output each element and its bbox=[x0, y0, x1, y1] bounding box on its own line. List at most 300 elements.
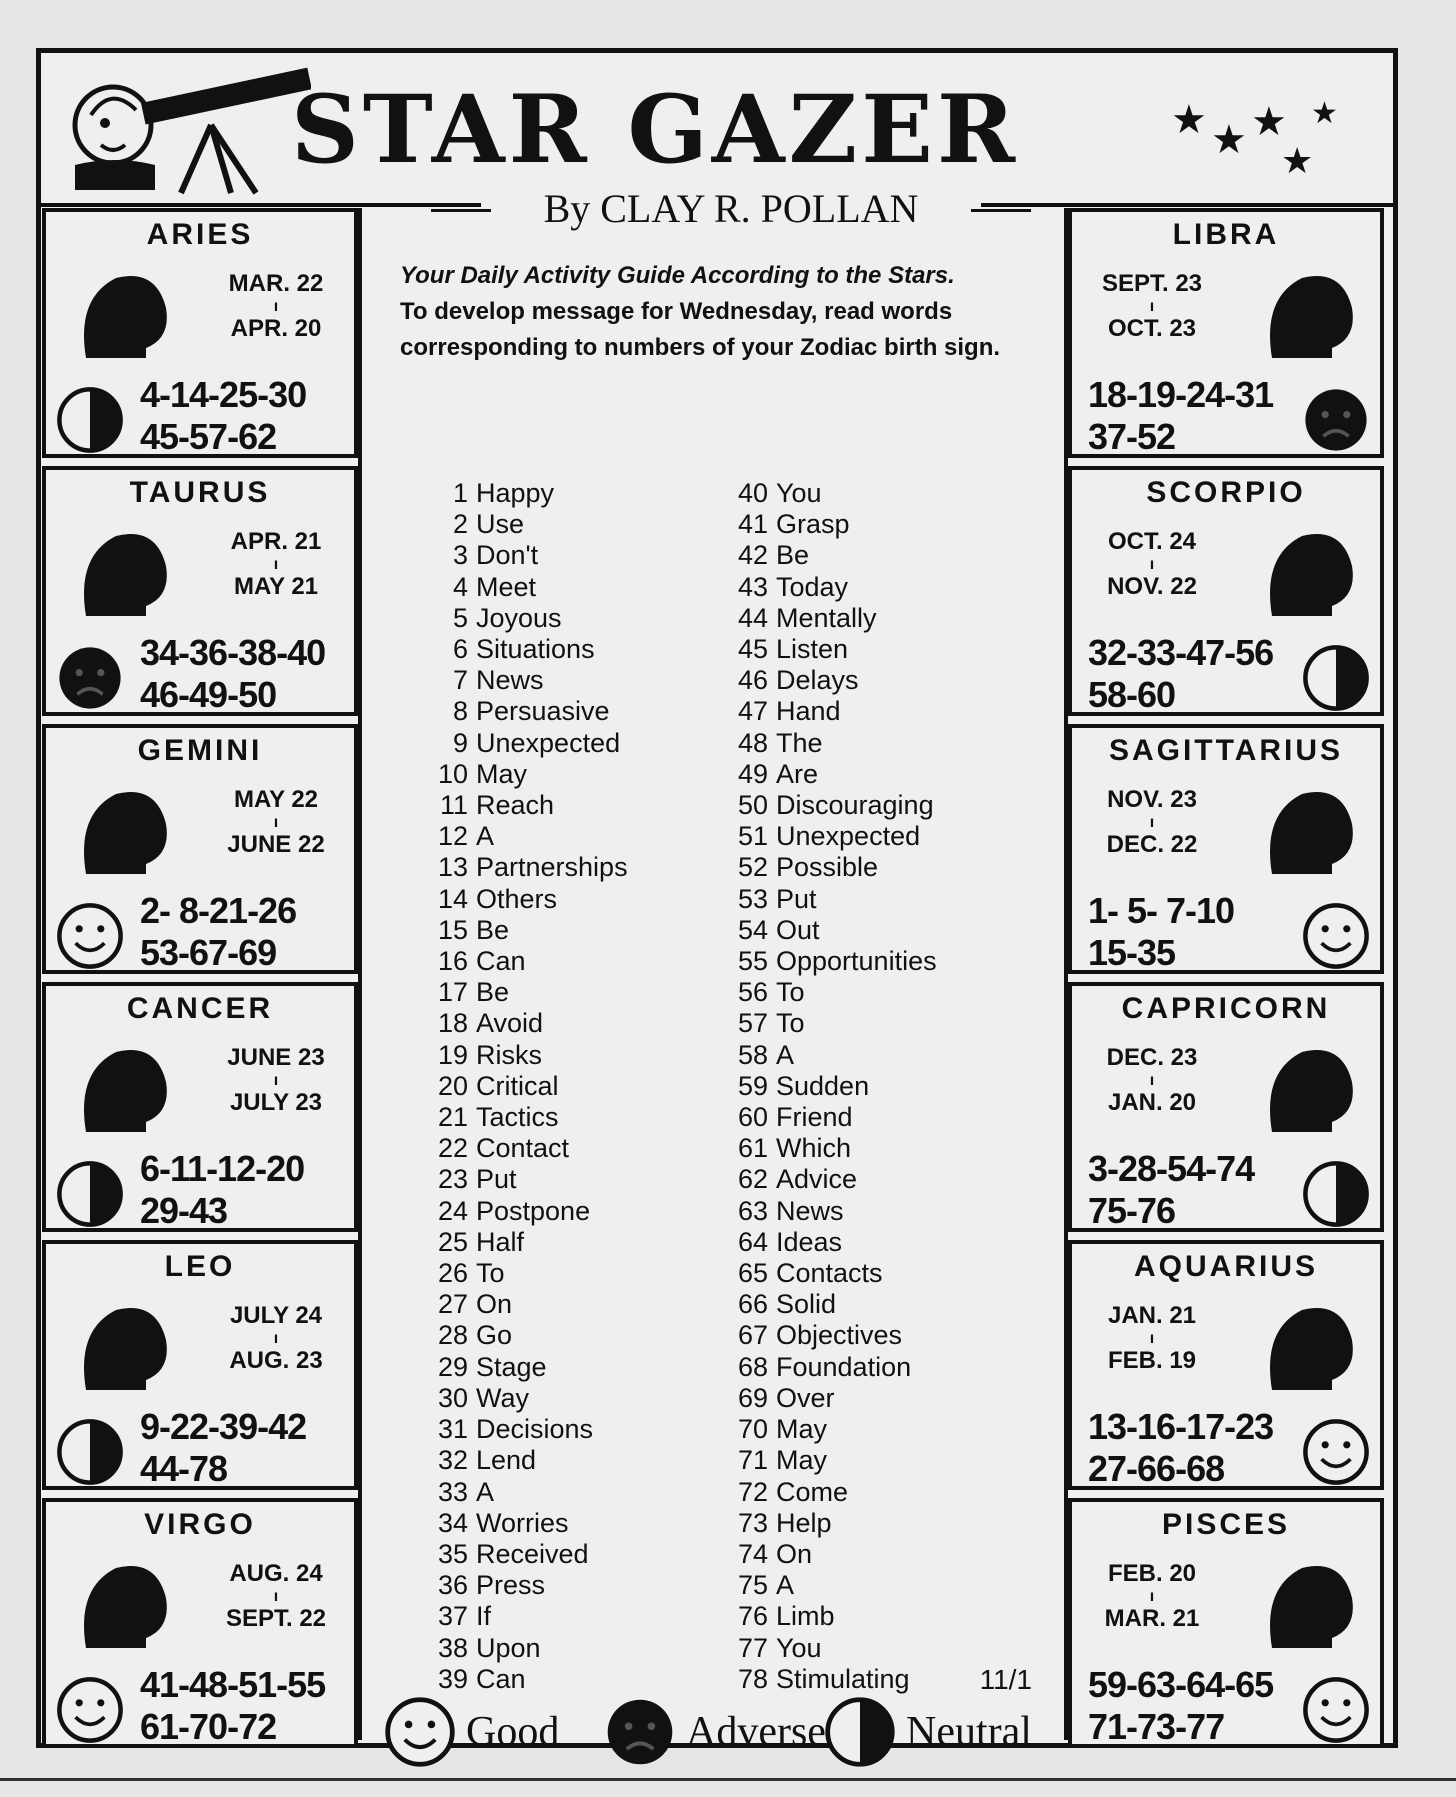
date-from: OCT. 24 bbox=[1107, 528, 1197, 555]
numbers-line-2: 75-76 bbox=[1088, 1190, 1176, 1231]
word-text: The bbox=[776, 727, 823, 758]
word-text: Delays bbox=[776, 665, 859, 696]
word-text: Partnerships bbox=[476, 852, 628, 883]
word-text: Which bbox=[776, 1133, 852, 1164]
date-to: DEC. 22 bbox=[1106, 830, 1198, 858]
good-face-icon bbox=[54, 900, 126, 972]
word-entry bbox=[422, 1040, 722, 1071]
word-text: Joyous bbox=[476, 602, 562, 633]
word-text: Discouraging bbox=[776, 790, 934, 821]
byline: By CLAY R. POLLAN bbox=[481, 187, 981, 231]
word-text: Stage bbox=[476, 1351, 547, 1382]
word-entry bbox=[722, 977, 1062, 1008]
numbers-line-2: 61-70-72 bbox=[140, 1706, 277, 1747]
numbers-line-2: 46-49-50 bbox=[140, 674, 277, 715]
word-text: Use bbox=[476, 509, 525, 540]
date-separator: ı bbox=[273, 1071, 279, 1089]
sign-name: CAPRICORN bbox=[1121, 992, 1331, 1025]
svg-text:★: ★ bbox=[1171, 97, 1207, 143]
legend-neutral bbox=[822, 1694, 1032, 1770]
word-text: Be bbox=[776, 540, 810, 571]
word-text: A bbox=[476, 1476, 495, 1507]
scorpio-symbol-icon bbox=[1252, 516, 1362, 626]
word-text: Can bbox=[476, 1663, 526, 1694]
word-entry bbox=[722, 634, 1062, 665]
word-entry bbox=[422, 1477, 722, 1508]
numbers-line-2: 53-67-69 bbox=[140, 932, 277, 973]
word-text: Contact bbox=[476, 1133, 570, 1164]
legend-adverse bbox=[602, 1694, 826, 1770]
word-list-column-2 bbox=[722, 478, 1062, 1695]
sign-dates bbox=[216, 1560, 336, 1634]
word-text: Lend bbox=[476, 1445, 537, 1476]
word-text: Postpone bbox=[476, 1195, 591, 1226]
word-text: To bbox=[476, 1258, 505, 1289]
word-text: Foundation bbox=[776, 1351, 912, 1382]
instructions-body: To develop message for Wednesday, read words corresponding to numbers of your Zodiac birth sign. bbox=[400, 298, 1001, 361]
date-to: OCT. 23 bbox=[1107, 314, 1197, 342]
date-to: MAR. 21 bbox=[1104, 1604, 1200, 1632]
neutral-half-moon-icon bbox=[1300, 1158, 1372, 1230]
numbers-line-2: 58-60 bbox=[1088, 674, 1176, 715]
date-from: DEC. 23 bbox=[1106, 1044, 1198, 1071]
word-entry bbox=[722, 1320, 1062, 1351]
cancer-symbol-icon bbox=[66, 1032, 176, 1142]
gemini-symbol-icon bbox=[66, 774, 176, 884]
neutral-half-moon-icon bbox=[54, 1416, 126, 1488]
word-text: Happy bbox=[476, 478, 555, 508]
word-number: 36 bbox=[437, 1570, 468, 1601]
word-text: A bbox=[776, 1039, 795, 1070]
word-text: Contacts bbox=[776, 1258, 883, 1289]
date-separator: ı bbox=[273, 1329, 279, 1347]
word-text: Grasp bbox=[776, 509, 850, 540]
word-number: 61 bbox=[737, 1133, 768, 1164]
word-number: 67 bbox=[737, 1320, 768, 1351]
word-number: 59 bbox=[737, 1070, 768, 1101]
good-face-icon bbox=[1300, 1674, 1372, 1746]
sign-dates bbox=[1092, 1044, 1212, 1118]
word-number: 75 bbox=[737, 1570, 768, 1601]
date-from: JUNE 23 bbox=[227, 1044, 325, 1071]
word-text: Put bbox=[476, 1164, 517, 1195]
sign-pisces bbox=[1068, 1498, 1384, 1748]
word-entry bbox=[422, 821, 722, 852]
word-number: 37 bbox=[437, 1601, 468, 1632]
word-entry bbox=[422, 977, 722, 1008]
word-text: On bbox=[476, 1289, 513, 1320]
numbers-line-2: 71-73-77 bbox=[1088, 1706, 1225, 1747]
date-to: FEB. 19 bbox=[1107, 1346, 1197, 1374]
word-number: 39 bbox=[437, 1663, 468, 1694]
word-entry bbox=[722, 759, 1062, 790]
word-text: To bbox=[776, 977, 805, 1008]
word-text: A bbox=[476, 821, 495, 852]
word-number: 11 bbox=[439, 790, 468, 821]
page-title: STAR GAZER bbox=[291, 75, 1020, 185]
date-separator: ı bbox=[1149, 1587, 1155, 1605]
aries-symbol-icon bbox=[66, 258, 176, 368]
sign-aries bbox=[42, 208, 358, 458]
lucky-numbers bbox=[1088, 1406, 1273, 1490]
word-number: 65 bbox=[737, 1258, 768, 1289]
date-from: FEB. 20 bbox=[1107, 1560, 1197, 1587]
word-entry bbox=[722, 1601, 1062, 1632]
word-number: 55 bbox=[737, 946, 768, 977]
word-number: 50 bbox=[737, 790, 768, 821]
word-text: Sudden bbox=[776, 1070, 870, 1101]
sign-name: SAGITTARIUS bbox=[1108, 734, 1344, 767]
word-entry bbox=[422, 1352, 722, 1383]
adverse-face-icon bbox=[1300, 384, 1372, 456]
word-text: Avoid bbox=[476, 1008, 544, 1039]
word-text: A bbox=[776, 1570, 795, 1601]
word-text: Don't bbox=[476, 540, 539, 571]
word-entry bbox=[422, 478, 722, 509]
date-from: NOV. 23 bbox=[1107, 786, 1197, 813]
word-text: Be bbox=[476, 914, 510, 945]
word-entry bbox=[422, 884, 722, 915]
word-entry bbox=[722, 1071, 1062, 1102]
word-text: Are bbox=[776, 758, 819, 789]
word-entry bbox=[422, 1008, 722, 1039]
date-separator: ı bbox=[1149, 813, 1155, 831]
word-text: Reach bbox=[476, 790, 555, 821]
word-number: 10 bbox=[437, 758, 468, 789]
sign-name: CANCER bbox=[126, 992, 274, 1025]
word-entry bbox=[422, 1227, 722, 1258]
word-entry bbox=[722, 1508, 1062, 1539]
date-separator: ı bbox=[1149, 1071, 1155, 1089]
word-entry bbox=[422, 634, 722, 665]
word-text: Today bbox=[776, 571, 849, 602]
word-number: 76 bbox=[737, 1601, 768, 1632]
word-number: 18 bbox=[437, 1008, 468, 1039]
numbers-line-2: 45-57-62 bbox=[140, 416, 277, 457]
word-text: Go bbox=[476, 1320, 513, 1351]
sign-dates bbox=[216, 786, 336, 860]
word-number: 60 bbox=[737, 1102, 768, 1133]
sign-dates bbox=[216, 270, 336, 344]
word-text: Critical bbox=[476, 1070, 559, 1101]
numbers-line-2: 44-78 bbox=[140, 1448, 228, 1489]
date-to: JUNE 22 bbox=[227, 830, 325, 858]
word-text: News bbox=[476, 665, 544, 696]
sign-gemini bbox=[42, 724, 358, 974]
word-entry bbox=[422, 572, 722, 603]
word-entry bbox=[722, 696, 1062, 727]
word-number: 48 bbox=[737, 727, 768, 758]
word-number: 64 bbox=[737, 1226, 768, 1257]
word-entry bbox=[722, 728, 1062, 759]
pisces-symbol-icon bbox=[1252, 1548, 1362, 1658]
legend-neutral-label: Neutral bbox=[906, 1709, 1032, 1755]
sign-taurus bbox=[42, 466, 358, 716]
legend-good-label: Good bbox=[466, 1709, 560, 1755]
taurus-symbol-icon bbox=[66, 516, 176, 626]
word-number: 3 bbox=[452, 540, 468, 571]
word-entry bbox=[422, 1102, 722, 1133]
sign-dates bbox=[1092, 1302, 1212, 1376]
sign-leo bbox=[42, 1240, 358, 1490]
svg-text:★: ★ bbox=[1311, 96, 1338, 131]
word-text: If bbox=[476, 1601, 492, 1632]
word-entry bbox=[422, 1289, 722, 1320]
word-text: News bbox=[776, 1195, 844, 1226]
word-entry bbox=[722, 915, 1062, 946]
word-entry bbox=[422, 728, 722, 759]
date-from: AUG. 24 bbox=[229, 1560, 323, 1587]
neutral-half-moon-icon bbox=[822, 1694, 898, 1770]
word-entry bbox=[422, 915, 722, 946]
lucky-numbers bbox=[140, 632, 325, 716]
word-entry bbox=[422, 665, 722, 696]
sign-name: VIRGO bbox=[144, 1508, 256, 1541]
date-to: JULY 23 bbox=[229, 1088, 323, 1116]
date-to: MAY 21 bbox=[233, 572, 319, 600]
neutral-half-moon-icon bbox=[54, 384, 126, 456]
date-to: APR. 20 bbox=[230, 314, 322, 342]
word-text: May bbox=[776, 1414, 828, 1445]
word-number: 13 bbox=[437, 852, 468, 883]
numbers-line-1: 4-14-25-30 bbox=[140, 374, 307, 415]
word-list-column-1 bbox=[422, 478, 722, 1695]
sign-name: AQUARIUS bbox=[1133, 1250, 1318, 1283]
word-entry bbox=[422, 1539, 722, 1570]
numbers-line-1: 41-48-51-55 bbox=[140, 1664, 326, 1705]
word-number: 26 bbox=[437, 1258, 468, 1289]
word-text: Opportunities bbox=[776, 946, 937, 977]
word-entry bbox=[722, 852, 1062, 883]
instructions bbox=[400, 258, 1050, 366]
word-number: 73 bbox=[737, 1507, 768, 1538]
word-entry bbox=[722, 509, 1062, 540]
good-face-icon bbox=[382, 1694, 458, 1770]
neutral-half-moon-icon bbox=[1300, 642, 1372, 714]
svg-text:★: ★ bbox=[1251, 99, 1287, 145]
word-entry bbox=[422, 1633, 722, 1664]
word-entry bbox=[722, 1258, 1062, 1289]
sign-name: SCORPIO bbox=[1146, 476, 1306, 509]
word-number: 14 bbox=[437, 883, 468, 914]
word-entry bbox=[422, 1258, 722, 1289]
word-text: Friend bbox=[776, 1102, 853, 1133]
word-text: Put bbox=[776, 883, 817, 914]
word-entry bbox=[722, 1040, 1062, 1071]
word-number: 17 bbox=[437, 977, 468, 1008]
word-number: 27 bbox=[437, 1289, 468, 1320]
word-number: 21 bbox=[437, 1102, 468, 1133]
content-layer bbox=[36, 48, 1398, 1755]
sign-name: TAURUS bbox=[129, 476, 271, 509]
libra-symbol-icon bbox=[1252, 258, 1362, 368]
sign-scorpio bbox=[1068, 466, 1384, 716]
word-text: Objectives bbox=[776, 1320, 903, 1351]
word-entry bbox=[722, 1414, 1062, 1445]
word-text: Can bbox=[476, 946, 526, 977]
sign-sagittarius bbox=[1068, 724, 1384, 974]
date-from: JAN. 21 bbox=[1107, 1302, 1197, 1329]
word-number: 51 bbox=[737, 821, 768, 852]
numbers-line-1: 9-22-39-42 bbox=[140, 1406, 307, 1447]
date-from: APR. 21 bbox=[230, 528, 322, 555]
word-text: Come bbox=[776, 1476, 849, 1507]
word-number: 72 bbox=[737, 1476, 768, 1507]
sign-dates bbox=[1092, 528, 1212, 602]
lucky-numbers bbox=[140, 890, 296, 974]
numbers-line-1: 34-36-38-40 bbox=[140, 632, 326, 673]
word-number: 2 bbox=[452, 509, 468, 540]
word-text: Ideas bbox=[776, 1226, 843, 1257]
word-entry bbox=[722, 1477, 1062, 1508]
word-number: 23 bbox=[437, 1164, 468, 1195]
sign-cancer bbox=[42, 982, 358, 1232]
word-number: 49 bbox=[737, 758, 768, 789]
word-list-panel bbox=[358, 208, 1068, 1755]
word-number: 45 bbox=[737, 634, 768, 665]
word-number: 34 bbox=[437, 1507, 468, 1538]
word-entry bbox=[722, 1196, 1062, 1227]
sign-dates bbox=[216, 528, 336, 602]
sign-capricorn bbox=[1068, 982, 1384, 1232]
word-text: Worries bbox=[476, 1507, 569, 1538]
word-entry bbox=[722, 1289, 1062, 1320]
word-entry bbox=[422, 946, 722, 977]
lucky-numbers bbox=[140, 1406, 306, 1490]
word-number: 77 bbox=[737, 1632, 768, 1663]
word-number: 15 bbox=[437, 914, 468, 945]
word-number: 54 bbox=[737, 914, 768, 945]
word-number: 56 bbox=[737, 977, 768, 1008]
word-entry bbox=[722, 603, 1062, 634]
word-entry bbox=[422, 1164, 722, 1195]
word-text: Out bbox=[776, 914, 820, 945]
numbers-line-1: 59-63-64-65 bbox=[1088, 1664, 1274, 1705]
word-number: 41 bbox=[737, 509, 768, 540]
date-from: MAY 22 bbox=[233, 786, 319, 813]
word-entry bbox=[422, 852, 722, 883]
word-number: 8 bbox=[452, 696, 468, 727]
word-text: Mentally bbox=[776, 602, 877, 633]
word-number: 30 bbox=[437, 1382, 468, 1413]
word-text: Others bbox=[476, 883, 558, 914]
aquarius-symbol-icon bbox=[1252, 1290, 1362, 1400]
word-entry bbox=[722, 1352, 1062, 1383]
word-number: 38 bbox=[437, 1632, 468, 1663]
word-entry bbox=[722, 1227, 1062, 1258]
left-signs-column bbox=[42, 208, 358, 1756]
word-number: 71 bbox=[737, 1445, 768, 1476]
word-text: Stimulating bbox=[776, 1663, 910, 1694]
word-entry bbox=[422, 790, 722, 821]
date-separator: ı bbox=[1149, 1329, 1155, 1347]
word-number: 35 bbox=[437, 1538, 468, 1569]
legend-good bbox=[382, 1694, 559, 1770]
neutral-half-moon-icon bbox=[54, 1158, 126, 1230]
word-text: Way bbox=[476, 1382, 529, 1413]
numbers-line-2: 37-52 bbox=[1088, 416, 1176, 457]
word-number: 63 bbox=[737, 1195, 768, 1226]
date-to: JAN. 20 bbox=[1107, 1088, 1197, 1116]
sign-dates bbox=[216, 1302, 336, 1376]
word-text: To bbox=[776, 1008, 805, 1039]
sign-name: GEMINI bbox=[137, 734, 263, 767]
date-to: SEPT. 22 bbox=[225, 1604, 327, 1632]
good-face-icon bbox=[1300, 1416, 1372, 1488]
date-separator: ı bbox=[273, 555, 279, 573]
numbers-line-2: 29-43 bbox=[140, 1190, 228, 1231]
good-face-icon bbox=[54, 1674, 126, 1746]
svg-text:★: ★ bbox=[1211, 117, 1247, 163]
word-number: 52 bbox=[737, 852, 768, 883]
date-to: NOV. 22 bbox=[1107, 572, 1197, 600]
word-number: 19 bbox=[437, 1039, 468, 1070]
word-entry bbox=[422, 1071, 722, 1102]
lucky-numbers bbox=[1088, 890, 1234, 974]
word-entry bbox=[422, 1414, 722, 1445]
word-text: Received bbox=[476, 1538, 589, 1569]
sign-dates bbox=[1092, 786, 1212, 860]
word-entry bbox=[722, 1633, 1062, 1664]
numbers-line-1: 3-28-54-74 bbox=[1088, 1148, 1255, 1189]
capricorn-symbol-icon bbox=[1252, 1032, 1362, 1142]
date-separator: ı bbox=[1149, 297, 1155, 315]
word-number: 66 bbox=[737, 1289, 768, 1320]
word-number: 25 bbox=[437, 1226, 468, 1257]
word-number: 53 bbox=[737, 883, 768, 914]
word-number: 9 bbox=[452, 727, 468, 758]
virgo-symbol-icon bbox=[66, 1548, 176, 1658]
word-number: 31 bbox=[437, 1414, 468, 1445]
word-number: 78 bbox=[737, 1663, 768, 1694]
word-number: 20 bbox=[437, 1070, 468, 1101]
word-text: May bbox=[776, 1445, 828, 1476]
lucky-numbers bbox=[1088, 374, 1273, 458]
word-entry bbox=[422, 1601, 722, 1632]
numbers-line-1: 32-33-47-56 bbox=[1088, 632, 1274, 673]
word-text: Risks bbox=[476, 1039, 542, 1070]
word-text: Unexpected bbox=[476, 727, 621, 758]
word-text: Upon bbox=[476, 1632, 541, 1663]
word-entry bbox=[722, 665, 1062, 696]
word-number: 33 bbox=[437, 1476, 468, 1507]
word-text: May bbox=[476, 758, 528, 789]
word-text: Over bbox=[776, 1382, 835, 1413]
date-from: JULY 24 bbox=[229, 1302, 323, 1329]
sign-name: ARIES bbox=[146, 218, 254, 251]
word-entry bbox=[722, 1133, 1062, 1164]
sign-dates bbox=[1092, 270, 1212, 344]
word-text: Hand bbox=[776, 696, 841, 727]
word-number: 16 bbox=[437, 946, 468, 977]
word-number: 57 bbox=[737, 1008, 768, 1039]
word-number: 12 bbox=[437, 821, 468, 852]
word-number: 70 bbox=[737, 1414, 768, 1445]
word-text: Listen bbox=[776, 634, 849, 665]
word-entry bbox=[722, 1102, 1062, 1133]
word-number: 6 bbox=[452, 634, 468, 665]
word-number: 24 bbox=[437, 1195, 468, 1226]
word-number: 28 bbox=[437, 1320, 468, 1351]
word-entry bbox=[722, 540, 1062, 571]
word-text: Help bbox=[776, 1507, 832, 1538]
instructions-lead: Your Daily Activity Guide According to the Stars. bbox=[400, 262, 955, 289]
numbers-line-1: 18-19-24-31 bbox=[1088, 374, 1274, 415]
word-number: 58 bbox=[737, 1039, 768, 1070]
word-text: Possible bbox=[776, 852, 879, 883]
word-entry bbox=[722, 478, 1062, 509]
word-text: Advice bbox=[776, 1164, 858, 1195]
